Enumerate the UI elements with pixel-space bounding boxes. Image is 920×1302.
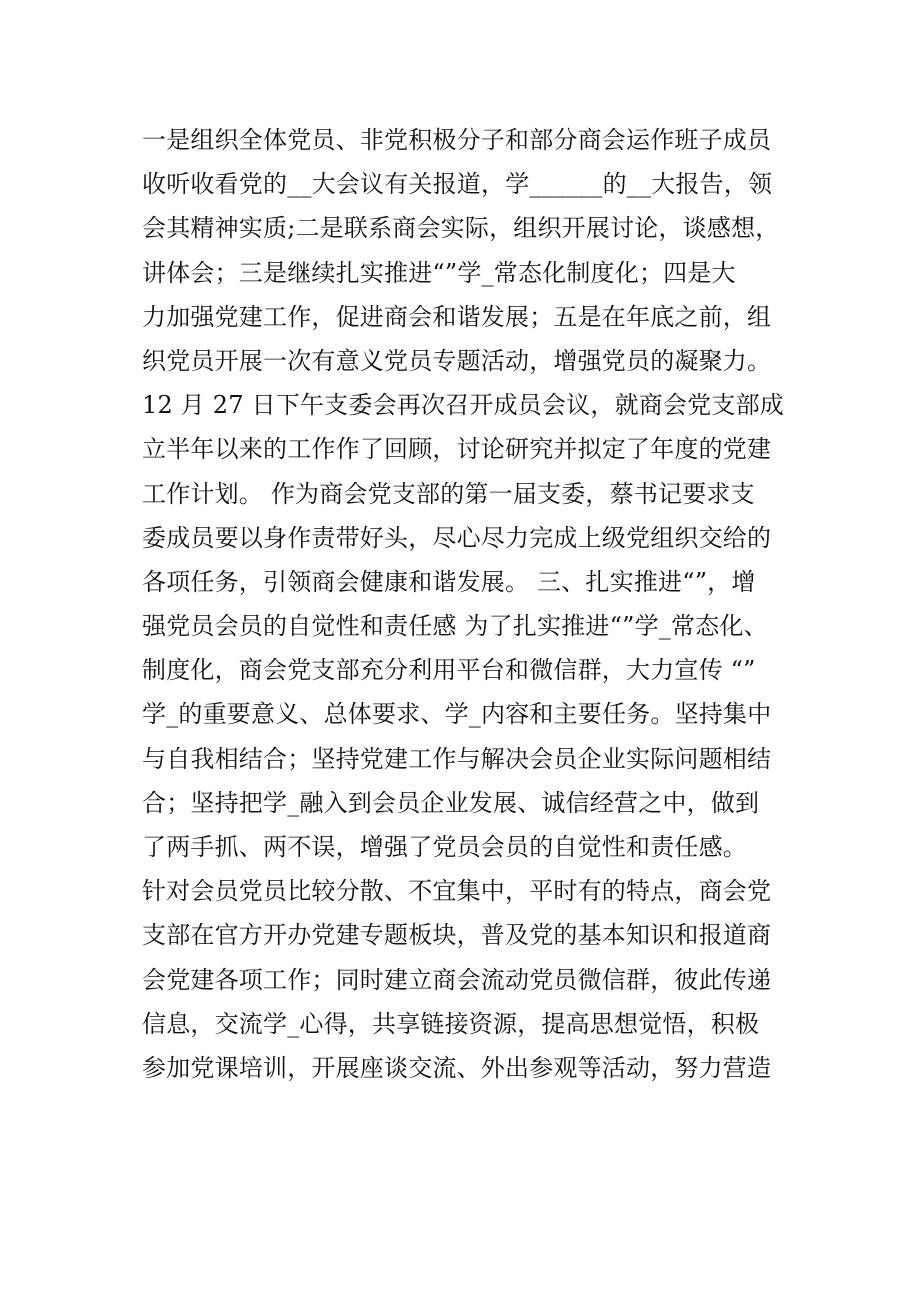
text-line: 了两手抓、两不误，增强了党员会员的自觉性和责任感。 [142,833,747,861]
text-line: 参加党课培训，开展座谈交流、外出参观等活动，努力营造 [142,1053,772,1082]
text-line: 合；坚持把学_融入到会员企业发展、诚信经营之中，做到 [142,788,760,817]
text-line: 与自我相结合；坚持党建工作与解决会员企业实际问题相结 [142,744,772,773]
text-line: 立半年以来的工作作了回顾，讨论研究并拟定了年度的党建 [142,435,772,464]
text-line: 强党员会员的自觉性和责任感 为了扎实推进“”学_常态化、 [142,612,768,641]
text-line: 力加强党建工作，促进商会和谐发展；五是在年底之前，组 [142,302,772,331]
text-line: 针对会员党员比较分散、不宜集中，平时有的特点，商会党 [142,877,772,906]
text-line: 讲体会；三是继续扎实推进“”学_常态化制度化；四是大 [142,258,736,287]
text-line: 会其精神实质;二是联系商会实际，组织开展讨论，谈感想， [142,214,780,243]
text-line: 委成员要以身作责带好头，尽心尽力完成上级党组织交给的 [142,523,772,552]
text-line: 一是组织全体党员、非党积极分子和部分商会运作班子成员 [142,126,772,154]
text-line: 学_的重要意义、总体要求、学_内容和主要任务。坚持集中 [142,700,772,729]
text-line: 各项任务，引领商会健康和谐发展。 三、扎实推进“”，增 [142,567,756,596]
text-line: 12 月 27 日下午支委会再次召开成员会议，就商会党支部成 [142,391,784,420]
document-body [142,118,792,1090]
text-line: 会党建各项工作；同时建立商会流动党员微信群，彼此传递 [142,965,772,994]
text-line: 支部在官方开办党建专题板块，普及党的基本知识和报道商 [142,921,772,950]
text-line: 制度化，商会党支部充分利用平台和微信群，大力宣传 “” [142,656,756,685]
text-line: 工作计划。 作为商会党支部的第一届支委，蔡书记要求支 [142,479,755,508]
text-line: 织党员开展一次有意义党员专题活动，增强党员的凝聚力。 [142,346,772,375]
text-line: 信息，交流学_心得，共享链接资源，提高思想觉悟，积极 [142,1009,760,1038]
text-line: 收听收看党的__大会议有关报道，学______的__大报告，领 [142,170,773,199]
